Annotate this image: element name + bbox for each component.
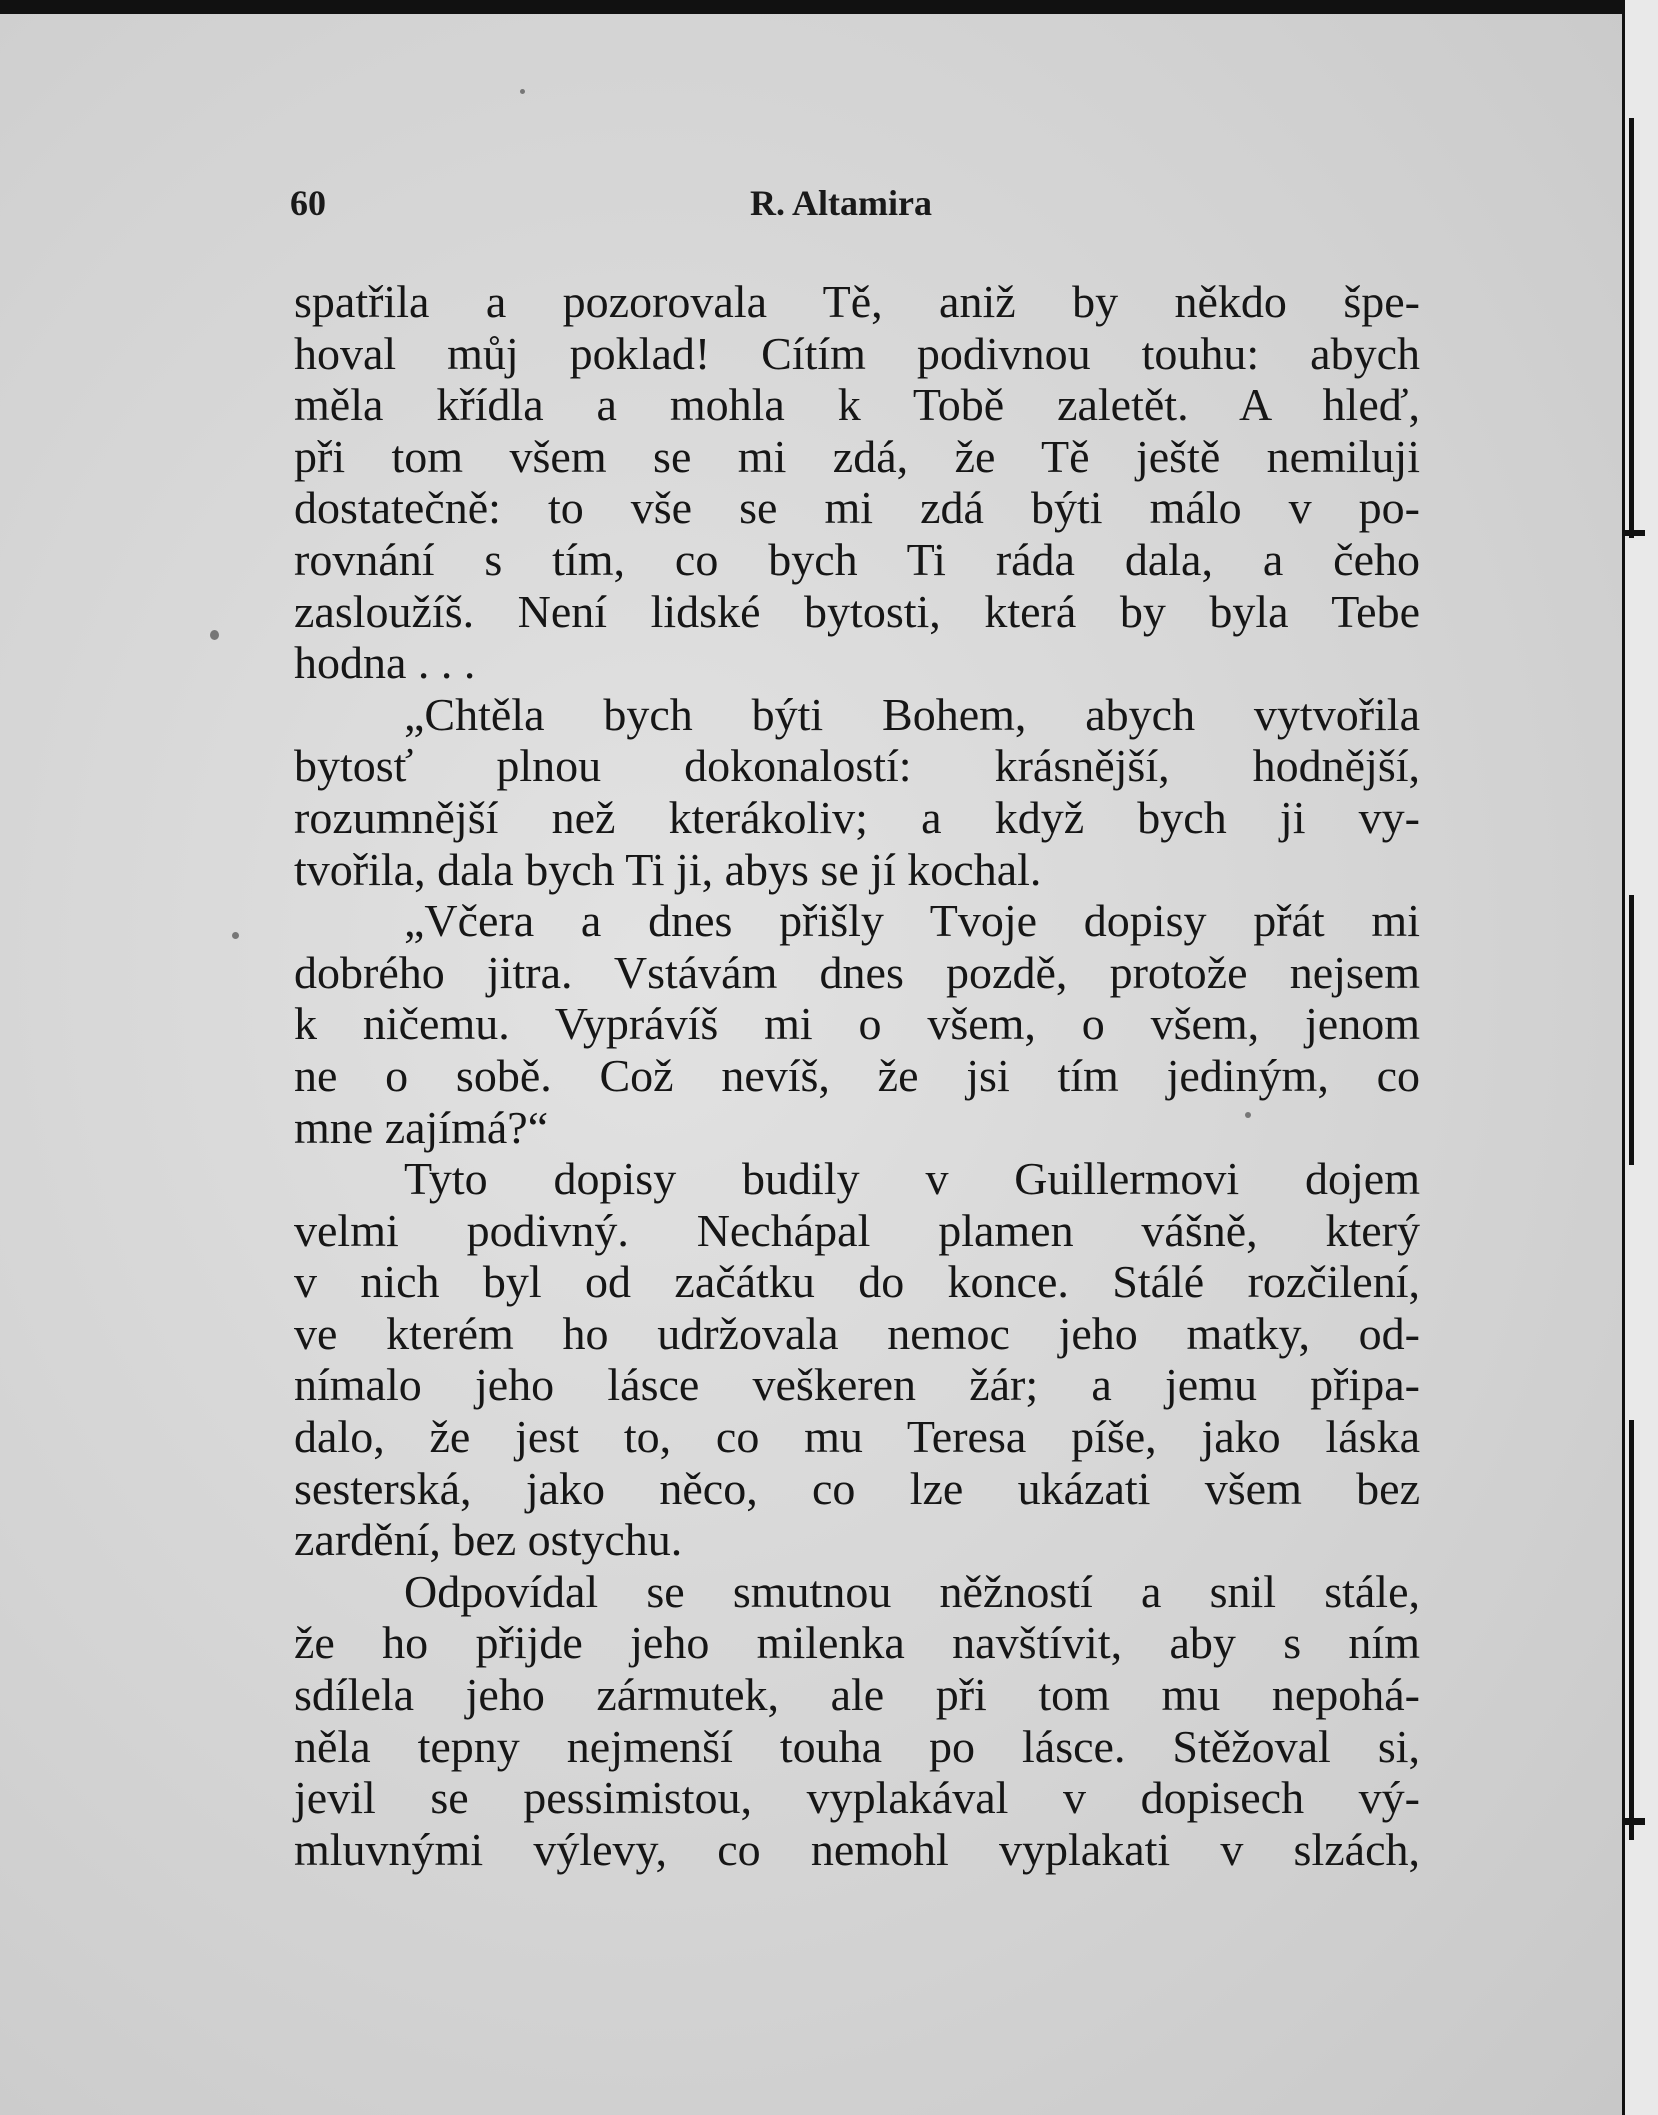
edge-mark — [1629, 1420, 1634, 1840]
text-line: k ničemu. Vyprávíš mi o všem, o všem, jenom — [294, 998, 1420, 1050]
paper-speck — [232, 932, 239, 939]
text-line: rovnání s tím, co bych Ti ráda dala, a čeho — [294, 533, 1420, 585]
text-line: zardění, bez ostychu. — [294, 1514, 683, 1566]
text-line: dostatečně: to vše se mi zdá býti málo v po- — [294, 482, 1420, 534]
text-line: dalo, že jest to, co mu Teresa píše, jako láska — [294, 1411, 1420, 1463]
text-line: ve kterém ho udržovala nemoc jeho matky, od- — [294, 1307, 1420, 1359]
text-line: „Včera a dnes přišly Tvoje dopisy přát mi — [404, 895, 1420, 947]
paper-speck — [210, 630, 219, 640]
text-line: rozumnější než kterákoliv; a když bych ji vy- — [294, 791, 1420, 843]
text-line: jevil se pessimistou, vyplakával v dopisech vý- — [294, 1772, 1420, 1824]
text-line: něla tepny nejmenší touha po lásce. Stěžoval si, — [294, 1720, 1420, 1772]
text-line: spatřila a pozorovala Tě, aniž by někdo špe- — [294, 276, 1420, 327]
text-line: Tyto dopisy budily v Guillermovi dojem — [404, 1153, 1420, 1205]
edge-mark — [1625, 1818, 1645, 1825]
paper-speck — [520, 89, 525, 94]
text-line: mluvnými výlevy, co nemohl vyplakati v slzách, — [294, 1823, 1420, 1875]
text-line: hoval můj poklad! Cítím podivnou touhu: abych — [294, 327, 1420, 379]
text-line: hodna . . . — [294, 637, 476, 689]
text-line: že ho přijde jeho milenka navštívit, aby s ním — [294, 1617, 1420, 1669]
text-line: bytosť plnou dokonalostí: krásnější, hodnější, — [294, 740, 1420, 792]
text-line: při tom všem se mi zdá, že Tě ještě nemiluji — [294, 430, 1420, 482]
book-page — [0, 14, 1625, 2115]
text-line: nímalo jeho lásce veškeren žár; a jemu připa- — [294, 1359, 1420, 1411]
text-line: v nich byl od začátku do konce. Stálé rozčilení, — [294, 1256, 1420, 1308]
page-header — [290, 182, 1420, 232]
text-line: mne zajímá?“ — [294, 1101, 549, 1153]
body-text — [294, 276, 1420, 1875]
text-line: sesterská, jako něco, co lze ukázati všem bez — [294, 1462, 1420, 1514]
running-head: R. Altamira — [750, 183, 932, 223]
text-line: sdílela jeho zármutek, ale při tom mu nepohá- — [294, 1669, 1420, 1721]
text-line: ne o sobě. Což nevíš, že jsi tím jediným, co — [294, 1049, 1420, 1101]
text-line: „Chtěla bych býti Bohem, abych vytvořila — [404, 688, 1420, 740]
edge-mark — [1625, 530, 1645, 536]
text-line: zasloužíš. Není lidské bytosti, která by byla Tebe — [294, 585, 1420, 637]
text-line: tvořila, dala bych Ti ji, abys se jí kochal. — [294, 843, 1042, 895]
edge-mark — [1629, 895, 1634, 1165]
text-line: velmi podivný. Nechápal plamen vášně, který — [294, 1204, 1420, 1256]
page-edge — [1622, 0, 1658, 2115]
edge-mark — [1629, 118, 1634, 538]
text-line: Odpovídal se smutnou něžností a snil stále, — [404, 1565, 1420, 1617]
page-number: 60 — [290, 183, 326, 223]
text-line: měla křídla a mohla k Tobě zaletět. A hleď, — [294, 379, 1420, 431]
text-line: dobrého jitra. Vstávám dnes pozdě, protože nejsem — [294, 946, 1420, 998]
